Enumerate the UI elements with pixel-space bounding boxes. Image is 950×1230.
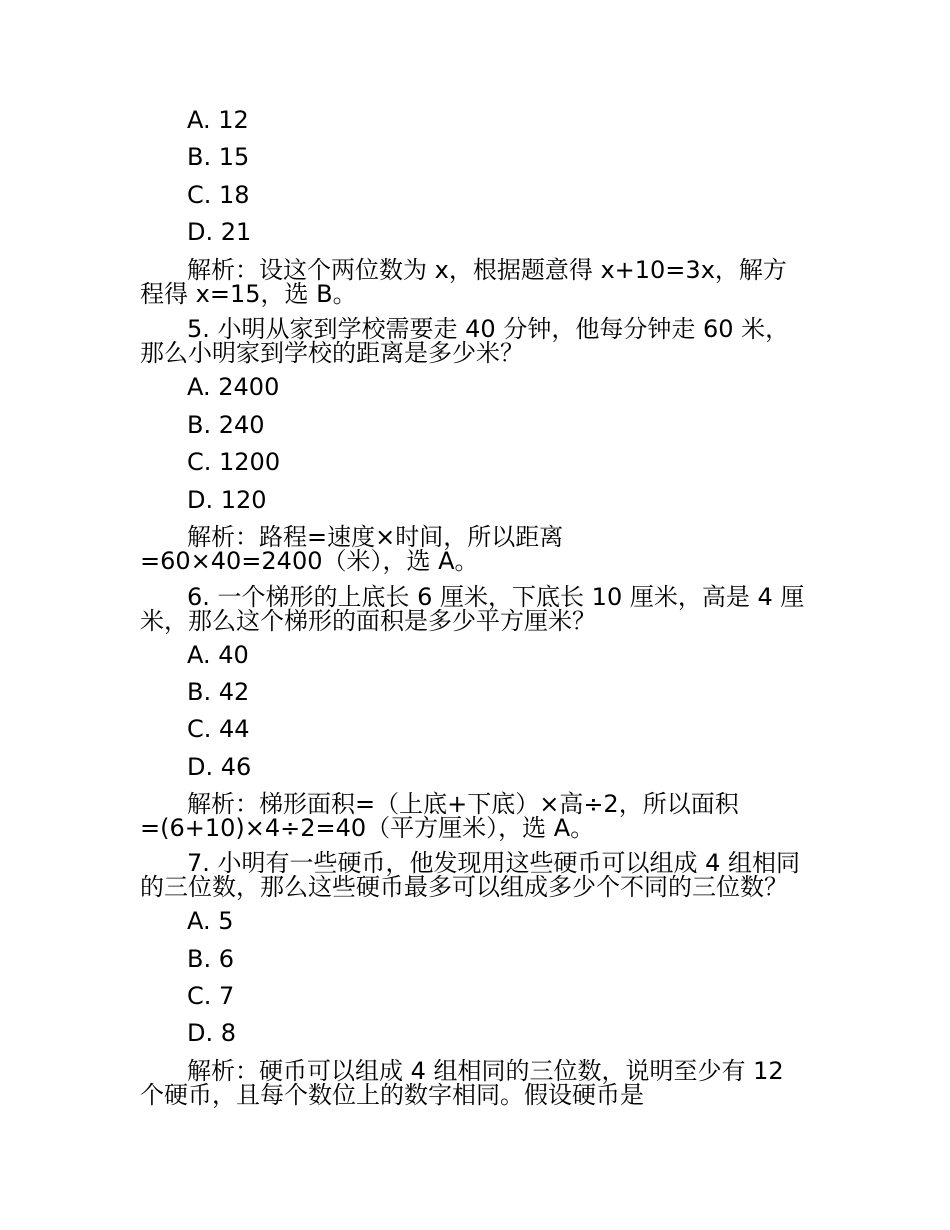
explanation-q5-line2: =60×40=2400（米），选 A。 (140, 547, 479, 575)
option-c-q4: C. 18 (187, 181, 250, 209)
explanation-q7-line2: 个硬币，且每个数位上的数字相同。假设硬币是 (140, 1081, 644, 1109)
option-b-q4: B. 15 (187, 143, 250, 171)
option-b-q6: B. 42 (187, 678, 250, 706)
explanation-q7-line1: 解析：硬币可以组成 4 组相同的三位数，说明至少有 12 (187, 1057, 784, 1085)
option-c-q6: C. 44 (187, 715, 250, 743)
option-a-q5: A. 2400 (187, 373, 280, 401)
question-7-line1: 7. 小明有一些硬币，他发现用这些硬币可以组成 4 组相同 (187, 849, 801, 877)
option-a-q6: A. 40 (187, 641, 249, 669)
option-a-q7: A. 5 (187, 907, 234, 935)
question-5-line2: 那么小明家到学校的距离是多少米？ (140, 339, 524, 367)
explanation-q4-line2: 程得 x=15，选 B。 (140, 280, 357, 308)
explanation-q5-line1: 解析：路程=速度×时间，所以距离 (187, 523, 564, 551)
option-a-q4: A. 12 (187, 106, 249, 134)
explanation-q4-line1: 解析：设这个两位数为 x，根据题意得 x+10=3x，解方 (187, 256, 787, 284)
question-7-line2: 的三位数，那么这些硬币最多可以组成多少个不同的三位数？ (140, 873, 788, 901)
option-d-q4: D. 21 (187, 218, 252, 246)
option-b-q7: B. 6 (187, 945, 234, 973)
option-d-q5: D. 120 (187, 486, 267, 514)
option-d-q6: D. 46 (187, 753, 252, 781)
option-c-q5: C. 1200 (187, 448, 281, 476)
question-5-line1: 5. 小明从家到学校需要走 40 分钟，他每分钟走 60 米， (187, 315, 790, 343)
option-c-q7: C. 7 (187, 982, 235, 1010)
explanation-q6-line1: 解析：梯形面积=（上底+下底）×高÷2，所以面积 (187, 790, 739, 818)
explanation-q6-line2: =(6+10)×4÷2=40（平方厘米），选 A。 (140, 814, 595, 842)
option-d-q7: D. 8 (187, 1019, 237, 1047)
question-6-line2: 米，那么这个梯形的面积是多少平方厘米？ (140, 607, 596, 635)
option-b-q5: B. 240 (187, 411, 265, 439)
question-6-line1: 6. 一个梯形的上底长 6 厘米，下底长 10 厘米，高是 4 厘 (187, 583, 805, 611)
